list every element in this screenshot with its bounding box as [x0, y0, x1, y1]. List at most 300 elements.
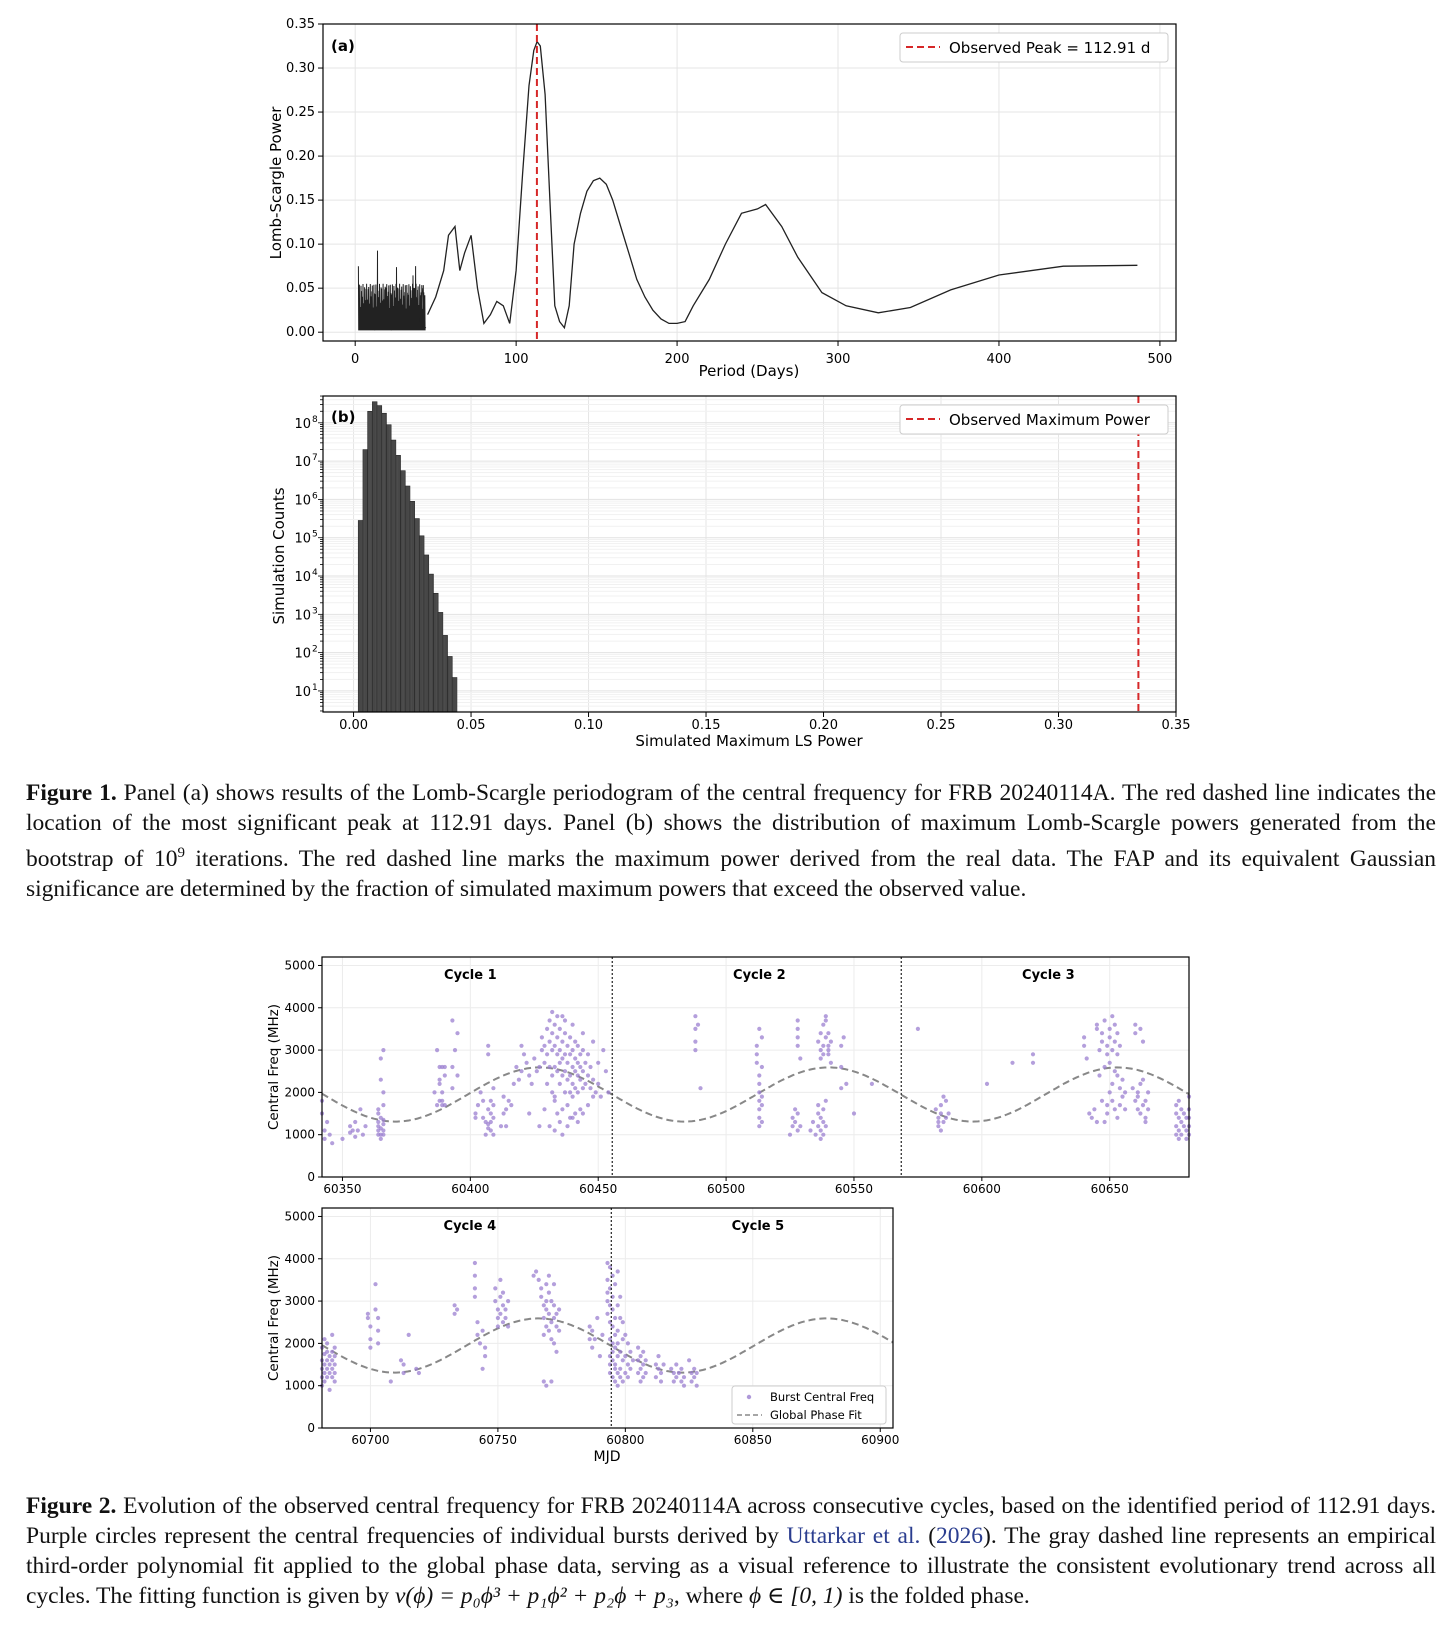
burst-point — [573, 1069, 577, 1073]
burst-point — [760, 1065, 764, 1069]
burst-point — [1143, 1099, 1147, 1103]
burst-point — [594, 1090, 598, 1094]
burst-point — [626, 1375, 630, 1379]
burst-point — [583, 1061, 587, 1065]
y-tick-label: 10 — [294, 570, 311, 586]
figure-1-caption-text-a: Panel (a) shows results of the Lomb-Scargle periodogram of the central frequency for FRB 20240114A. The red dashed line indicates the location of the most significant peak at 112.91 days. Panel (b) shows the distribution of maximum Lomb-Scargle powers generated from the bootstrap of 10 — [26, 780, 1437, 872]
burst-point — [616, 1329, 620, 1333]
burst-point — [475, 1320, 479, 1324]
cycle-label: Cycle 5 — [731, 1219, 785, 1234]
burst-point — [455, 1073, 459, 1077]
burst-point — [527, 1073, 531, 1077]
burst-point — [325, 1358, 329, 1362]
burst-point — [1179, 1133, 1183, 1137]
burst-point — [814, 1133, 818, 1137]
burst-point — [558, 1027, 562, 1031]
burst-point — [1138, 1111, 1142, 1115]
panel-a-ylabel: Lomb-Scargle Power — [267, 106, 285, 260]
burst-point — [796, 1128, 800, 1132]
burst-point — [557, 1307, 561, 1311]
burst-point — [755, 1044, 759, 1048]
burst-point — [455, 1031, 459, 1035]
burst-point — [549, 1320, 553, 1324]
burst-point — [491, 1103, 495, 1107]
x-tick-label: 0.15 — [691, 718, 721, 733]
burst-point — [816, 1040, 820, 1044]
burst-point — [1120, 1095, 1124, 1099]
burst-point — [328, 1133, 332, 1137]
y-tick-label: 0.15 — [286, 193, 315, 209]
burst-point — [598, 1354, 602, 1358]
burst-point — [639, 1367, 643, 1371]
burst-point — [553, 1099, 557, 1103]
burst-point — [558, 1048, 562, 1052]
burst-point — [330, 1141, 334, 1145]
burst-point — [639, 1379, 643, 1383]
panel-a-legend — [900, 33, 1168, 62]
burst-point — [473, 1286, 477, 1290]
burst-point — [604, 1069, 608, 1073]
burst-point — [947, 1111, 951, 1115]
burst-point — [402, 1362, 406, 1366]
burst-point — [682, 1375, 686, 1379]
burst-point — [583, 1082, 587, 1086]
y-tick-label: 5000 — [284, 1209, 315, 1224]
burst-point — [571, 1065, 575, 1069]
figure-2-caption-text-4: is the folded phase. — [842, 1583, 1030, 1609]
burst-point — [698, 1086, 702, 1090]
burst-point — [1143, 1120, 1147, 1124]
burst-point — [755, 1061, 759, 1065]
figure-1-caption-text-b: iterations. The red dashed line marks the maximum power derived from the real data. The FAP and its equivalent Gaussian significance are determined by the fraction of simulated maximum powers that exceed the observed value. — [26, 845, 1436, 902]
x-tick-label: 0.05 — [456, 718, 486, 733]
burst-point — [819, 1128, 823, 1132]
y-tick-exponent: 2 — [312, 644, 318, 655]
burst-point — [1103, 1120, 1107, 1124]
burst-point — [549, 1337, 553, 1341]
panel-a — [267, 17, 1176, 380]
burst-point — [1138, 1082, 1142, 1086]
y-tick-label: 0 — [307, 1421, 315, 1435]
burst-point — [616, 1371, 620, 1375]
burst-point — [547, 1329, 551, 1333]
burst-point — [504, 1107, 508, 1111]
burst-point — [1113, 1069, 1117, 1073]
burst-point — [534, 1269, 538, 1273]
burst-point — [1133, 1023, 1137, 1027]
y-tick-label: 3000 — [284, 1043, 315, 1058]
burst-point — [479, 1090, 483, 1094]
burst-point — [636, 1358, 640, 1362]
citation-year[interactable]: 2026 — [936, 1523, 984, 1549]
burst-point — [586, 1073, 590, 1077]
burst-point — [478, 1341, 482, 1345]
burst-point — [1177, 1137, 1181, 1141]
burst-point — [1108, 1061, 1112, 1065]
y-tick-exponent: 3 — [312, 606, 318, 617]
burst-point — [936, 1120, 940, 1124]
burst-point — [591, 1040, 595, 1044]
burst-point — [581, 1111, 585, 1115]
burst-point — [549, 1299, 553, 1303]
burst-point — [679, 1367, 683, 1371]
burst-point — [493, 1299, 497, 1303]
burst-point — [824, 1124, 828, 1128]
x-tick-label: 60400 — [451, 1182, 490, 1196]
burst-point — [939, 1128, 943, 1132]
burst-point — [1010, 1061, 1014, 1065]
burst-point — [1136, 1107, 1140, 1111]
burst-point — [588, 1324, 592, 1328]
burst-point — [502, 1111, 506, 1115]
burst-point — [826, 1052, 830, 1056]
burst-point — [1090, 1116, 1094, 1120]
burst-point — [498, 1295, 502, 1299]
burst-point — [493, 1286, 497, 1290]
burst-point — [1110, 1082, 1114, 1086]
burst-point — [616, 1354, 620, 1358]
burst-point — [757, 1124, 761, 1128]
burst-point — [939, 1111, 943, 1115]
burst-point — [1103, 1065, 1107, 1069]
burst-point — [1095, 1120, 1099, 1124]
burst-point — [796, 1027, 800, 1031]
burst-point — [936, 1124, 940, 1128]
burst-point — [844, 1082, 848, 1086]
burst-point — [682, 1384, 686, 1388]
y-tick-label: 0.05 — [286, 281, 315, 297]
top-panel-phase-fit — [322, 1067, 1189, 1121]
y-tick-label: 10 — [294, 455, 311, 471]
burst-point — [605, 1312, 609, 1316]
burst-point — [381, 1118, 385, 1122]
burst-point — [376, 1341, 380, 1345]
y-tick-label: 0.30 — [286, 61, 315, 77]
panel-a-legend-entry: Observed Peak = 112.91 d — [949, 39, 1151, 57]
top-panel-ylabel: Central Freq (MHz) — [266, 1003, 282, 1131]
burst-point — [1031, 1061, 1035, 1065]
burst-point — [1179, 1107, 1183, 1111]
burst-point — [605, 1291, 609, 1295]
burst-point — [824, 1035, 828, 1039]
x-tick-label: 60800 — [606, 1433, 645, 1447]
burst-point — [690, 1379, 694, 1383]
burst-point — [839, 1065, 843, 1069]
burst-point — [496, 1316, 500, 1320]
burst-point — [547, 1312, 551, 1316]
burst-point — [503, 1316, 507, 1320]
burst-point — [322, 1371, 326, 1375]
y-tick-label: 10 — [294, 493, 311, 509]
y-tick-label: 10 — [294, 684, 311, 700]
burst-point — [1103, 1018, 1107, 1022]
burst-point — [563, 1018, 567, 1022]
cycle-label: Cycle 2 — [733, 968, 786, 983]
figure-2-caption-text-3: , where — [673, 1583, 749, 1609]
burst-point — [669, 1367, 673, 1371]
burst-point — [672, 1371, 676, 1375]
burst-point — [760, 1103, 764, 1107]
burst-point — [558, 1120, 562, 1124]
burst-point — [944, 1099, 948, 1103]
burst-point — [631, 1358, 635, 1362]
burst-point — [944, 1116, 948, 1120]
burst-point — [475, 1333, 479, 1337]
burst-point — [542, 1044, 546, 1048]
burst-point — [936, 1116, 940, 1120]
burst-point — [443, 1065, 447, 1069]
burst-point — [568, 1090, 572, 1094]
legend-global-phase-fit: Global Phase Fit — [770, 1408, 862, 1422]
burst-point — [1095, 1027, 1099, 1031]
top-panel-ticks — [284, 958, 1128, 1196]
burst-point — [328, 1362, 332, 1366]
burst-point — [596, 1061, 600, 1065]
burst-point — [1115, 1116, 1119, 1120]
cycle-label: Cycle 3 — [1022, 968, 1075, 983]
burst-point — [453, 1048, 457, 1052]
x-tick-label: 0.10 — [574, 718, 604, 733]
y-tick-label: 10 — [294, 646, 311, 662]
burst-point — [563, 1090, 567, 1094]
burst-point — [535, 1069, 539, 1073]
burst-point — [588, 1337, 592, 1341]
burst-point — [599, 1095, 603, 1099]
burst-point — [435, 1048, 439, 1052]
figure-1-caption — [26, 778, 1436, 904]
burst-point — [558, 1061, 562, 1065]
burst-point — [1097, 1073, 1101, 1077]
burst-point — [473, 1261, 477, 1265]
burst-point — [757, 1116, 761, 1120]
burst-point — [600, 1333, 604, 1337]
burst-point — [330, 1375, 334, 1379]
burst-point — [544, 1384, 548, 1388]
x-tick-label: 0.00 — [339, 718, 369, 733]
burst-point — [793, 1107, 797, 1111]
burst-point — [1143, 1116, 1147, 1120]
burst-point — [605, 1261, 609, 1265]
burst-point — [545, 1052, 549, 1056]
burst-point — [1115, 1073, 1119, 1077]
burst-point — [824, 1018, 828, 1022]
burst-point — [389, 1379, 393, 1383]
burst-point — [483, 1354, 487, 1358]
burst-point — [696, 1023, 700, 1027]
burst-point — [501, 1303, 505, 1307]
burst-point — [542, 1061, 546, 1065]
burst-point — [565, 1103, 569, 1107]
burst-point — [322, 1362, 326, 1366]
burst-point — [590, 1346, 594, 1350]
figure-2-bottom-panel — [266, 1208, 899, 1465]
burst-point — [554, 1350, 558, 1354]
citation-author[interactable]: Uttarkar et al. — [786, 1523, 921, 1549]
burst-point — [613, 1282, 617, 1286]
burst-point — [590, 1329, 594, 1333]
burst-point — [486, 1044, 490, 1048]
burst-point — [656, 1367, 660, 1371]
burst-point — [1113, 1107, 1117, 1111]
burst-point — [662, 1362, 666, 1366]
bottom-panel-ylabel: Central Freq (MHz) — [266, 1254, 282, 1382]
burst-point — [548, 1040, 552, 1044]
burst-point — [453, 1312, 457, 1316]
burst-point — [605, 1299, 609, 1303]
burst-point — [325, 1341, 329, 1345]
y-tick-label: 0.25 — [286, 105, 315, 121]
burst-point — [435, 1103, 439, 1107]
burst-point — [616, 1384, 620, 1388]
burst-point — [641, 1362, 645, 1366]
burst-point — [791, 1124, 795, 1128]
burst-point — [323, 1137, 327, 1141]
bottom-panel-cycle-labels — [444, 1219, 785, 1234]
x-tick-label: 60600 — [962, 1182, 1001, 1196]
burst-point — [571, 1116, 575, 1120]
burst-point — [381, 1128, 385, 1132]
burst-point — [486, 1107, 490, 1111]
x-tick-label: 100 — [503, 352, 529, 367]
y-tick-label: 1000 — [284, 1127, 315, 1142]
burst-point — [757, 1107, 761, 1111]
burst-point — [1095, 1023, 1099, 1027]
burst-point — [507, 1099, 511, 1103]
burst-point — [565, 1124, 569, 1128]
burst-point — [542, 1379, 546, 1383]
burst-point — [450, 1065, 454, 1069]
burst-point — [544, 1299, 548, 1303]
burst-point — [351, 1128, 355, 1132]
burst-point — [571, 1023, 575, 1027]
burst-point — [796, 1035, 800, 1039]
burst-point — [808, 1128, 812, 1132]
burst-point — [628, 1350, 632, 1354]
y-tick-exponent: 5 — [312, 529, 318, 540]
burst-point — [1141, 1040, 1145, 1044]
burst-point — [330, 1358, 334, 1362]
burst-point — [450, 1018, 454, 1022]
panel-b-legend-entry: Observed Maximum Power — [949, 411, 1150, 429]
x-tick-label: 500 — [1147, 352, 1173, 367]
burst-point — [353, 1120, 357, 1124]
burst-point — [1105, 1103, 1109, 1107]
burst-point — [821, 1023, 825, 1027]
burst-point — [1141, 1103, 1145, 1107]
burst-point — [455, 1307, 459, 1311]
burst-point — [1131, 1086, 1135, 1090]
burst-point — [453, 1303, 457, 1307]
burst-point — [618, 1316, 622, 1320]
y-tick-label: 0.10 — [286, 237, 315, 253]
panel-a-label: (a) — [331, 37, 355, 55]
burst-point — [573, 1040, 577, 1044]
burst-point — [576, 1061, 580, 1065]
burst-point — [555, 1069, 559, 1073]
burst-point — [1136, 1095, 1140, 1099]
y-tick-label: 4000 — [284, 1000, 315, 1015]
burst-point — [821, 1052, 825, 1056]
x-tick-label: 60650 — [1090, 1182, 1129, 1196]
burst-point — [553, 1128, 557, 1132]
burst-point — [491, 1086, 495, 1090]
burst-point — [757, 1027, 761, 1031]
burst-point — [1138, 1027, 1142, 1031]
y-tick-label: 4000 — [284, 1251, 315, 1266]
burst-point — [819, 1056, 823, 1060]
burst-point — [672, 1379, 676, 1383]
burst-point — [1182, 1124, 1186, 1128]
panel-b-label: (b) — [331, 408, 356, 426]
burst-point — [571, 1048, 575, 1052]
burst-point — [659, 1379, 663, 1383]
burst-point — [481, 1099, 485, 1103]
burst-point — [545, 1027, 549, 1031]
burst-point — [550, 1048, 554, 1052]
burst-point — [1184, 1128, 1188, 1132]
bottom-panel-legend — [732, 1386, 886, 1424]
burst-point — [591, 1095, 595, 1099]
burst-point — [796, 1044, 800, 1048]
burst-point — [623, 1333, 627, 1337]
burst-point — [555, 1111, 559, 1115]
y-tick-exponent: 7 — [312, 453, 318, 464]
burst-point — [553, 1065, 557, 1069]
burst-point — [796, 1111, 800, 1115]
burst-point — [552, 1341, 556, 1345]
burst-point — [819, 1031, 823, 1035]
burst-point — [618, 1367, 622, 1371]
burst-point — [563, 1069, 567, 1073]
burst-point — [550, 1010, 554, 1014]
panel-a-grid — [323, 24, 1176, 341]
burst-point — [588, 1086, 592, 1090]
y-tick-label: 10 — [294, 416, 311, 432]
burst-point — [1100, 1099, 1104, 1103]
burst-point — [826, 1031, 830, 1035]
burst-point — [821, 1120, 825, 1124]
burst-point — [481, 1367, 485, 1371]
x-tick-label: 300 — [825, 352, 851, 367]
burst-point — [376, 1329, 380, 1333]
global-phase-fit-curve — [322, 1067, 1189, 1121]
burst-point — [1085, 1056, 1089, 1060]
burst-point — [826, 1048, 830, 1052]
burst-point — [542, 1303, 546, 1307]
x-tick-label: 0.20 — [809, 718, 838, 733]
burst-point — [407, 1333, 411, 1337]
burst-point — [381, 1103, 385, 1107]
top-panel-points — [320, 1010, 1191, 1145]
figure-2-caption — [26, 1491, 1436, 1611]
burst-point — [613, 1333, 617, 1337]
y-tick-exponent: 1 — [312, 682, 318, 693]
burst-point — [581, 1031, 585, 1035]
burst-point — [550, 1090, 554, 1094]
burst-point — [679, 1379, 683, 1383]
burst-point — [821, 1107, 825, 1111]
burst-point — [586, 1103, 590, 1107]
y-tick-label: 0.35 — [286, 17, 315, 32]
x-tick-label: 60750 — [478, 1433, 517, 1447]
citation-paren-close: ) — [983, 1523, 991, 1549]
burst-point — [550, 1073, 554, 1077]
cycle-label: Cycle 1 — [444, 968, 497, 983]
burst-point — [376, 1111, 380, 1115]
panel-b — [270, 396, 1190, 750]
burst-point — [560, 1073, 564, 1077]
burst-point — [560, 1107, 564, 1111]
